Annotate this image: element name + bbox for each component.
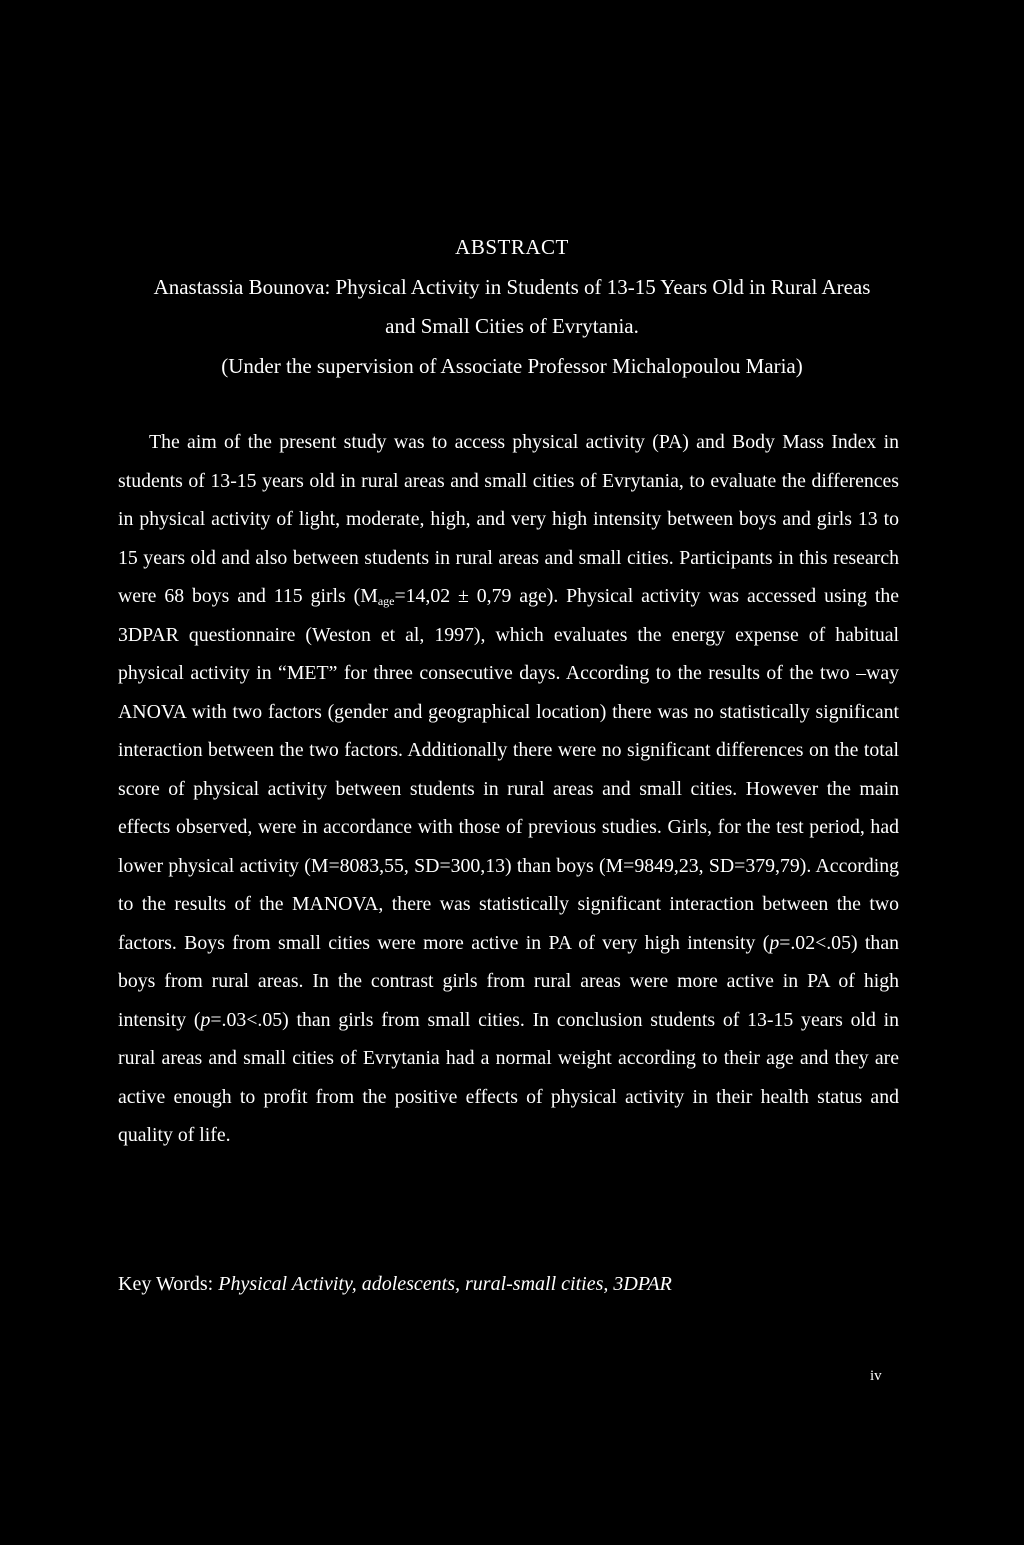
title-line-2: and Small Cities of Evrytania. [385,314,639,338]
title-line-1: Anastassia Bounova: Physical Activity in Students of 13-15 Years Old in Rural Areas [153,275,871,299]
supervision-line: (Under the supervision of Associate Professor Michalopoulou Maria) [221,354,803,378]
abstract-text-part-1: The aim of the present study was to access physical activity (PA) and Body Mass Index in students of 13-15 years old in rural areas and small cities of Evrytania, to evaluate the differences in physical activity of light, moderate, high, and very high intensity between boys and girls 13 to 15 years old and also between students in rural areas and small cities. Participants in this research were 68 boys and 115 girls (M [118,431,899,607]
keywords-line [118,1270,672,1298]
abstract-heading: ABSTRACT [455,235,569,259]
keywords-label: Key Words: [118,1273,219,1295]
abstract-text-part-4: =.03<.05) than girls from small cities. In conclusion students of 13-15 years old in rural areas and small cities of Evrytania had a normal weight according to their age and they are active enough to profit from the positive effects of physical activity in their health status and quality of life. [118,1008,899,1146]
p-value-symbol-1: p [769,931,780,954]
abstract-text-part-3: =.02<.05) than boys from rural areas. In the contrast girls from rural areas were more active in PA of high intensity ( [118,931,899,1031]
abstract-body [118,423,899,1155]
keywords-terms: Physical Activity, adolescents, rural-small cities, 3DPAR [218,1273,672,1295]
abstract-text-part-2: =14,02 ± 0,79 age). Physical activity was accessed using the 3DPAR questionnaire (Weston et al, 1997), which evaluates the energy expense of habitual physical activity in “MET” for three consecutive days. According to the results of the two –way ANOVA with two factors (gender and geographical location) there was no statistically significant interaction between the two factors. Additionally there were no significant differences on the total score of physical activity between students in rural areas and small cities. However the main effects observed, were in accordance with those of previous studies. Girls, for the test period, had lower physical activity (M=8083,55, SD=300,13) than boys (M=9849,23, SD=379,79). According to the results of the MANOVA, there was statistically significant interaction between the two factors. Boys from small cities were more active in PA of very high intensity ( [118,585,899,954]
page-number: iv [870,1368,882,1384]
age-subscript: age [377,594,395,608]
p-value-symbol-2: p [200,1008,211,1031]
